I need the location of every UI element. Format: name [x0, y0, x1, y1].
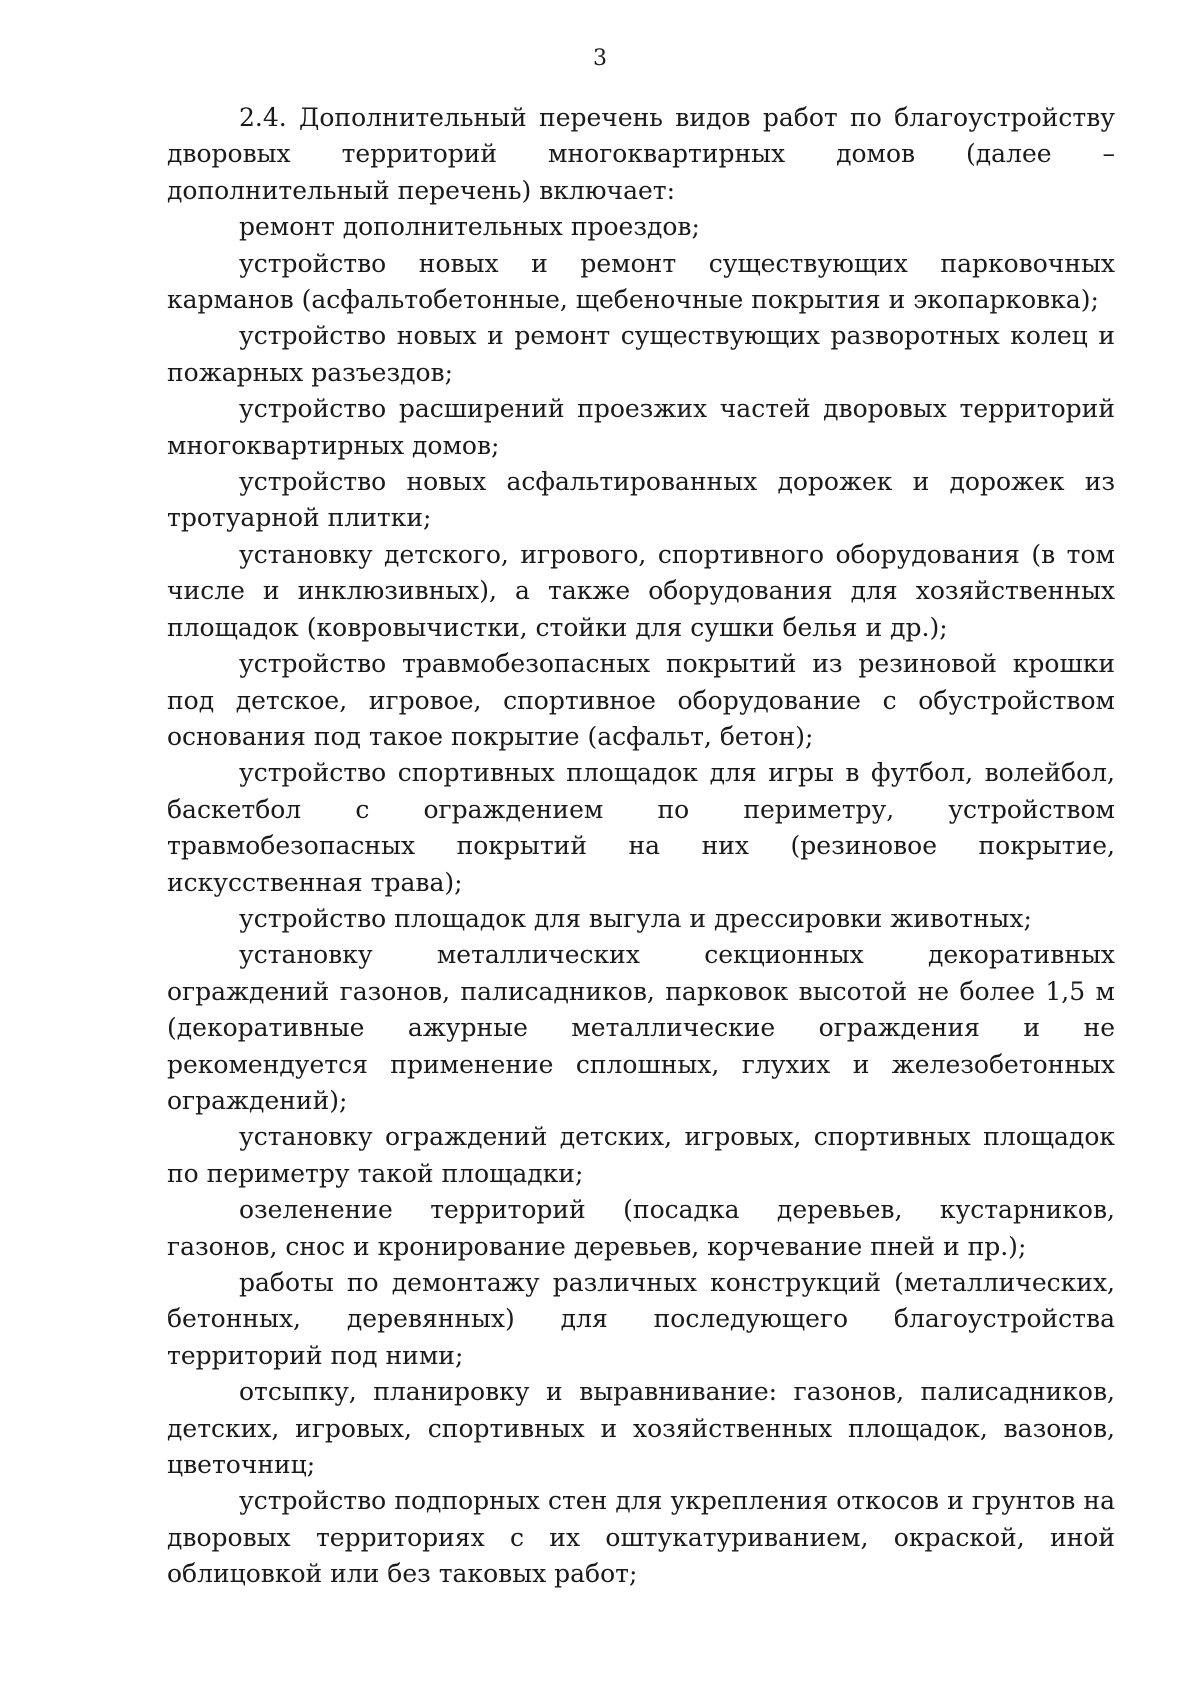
list-item-safety-surfacing: устройство травмобезопасных покрытий из резиновой крошки под детское, игровое, спортивное оборудование с обустройством основания под такое покрытие (асфальт, бетон);	[167, 649, 1115, 751]
page-number: 3	[593, 46, 607, 71]
list-item-parking-pockets: устройство новых и ремонт существующих парковочных карманов (асфальтобетонные, щебеночные покрытия и экопарковка);	[167, 248, 1115, 315]
list-item-playground-equipment: установку детского, игрового, спортивного оборудования (в том числе и инклюзивных), а также оборудования для хозяйственных площадок (ковровычистки, стойки для сушки белья и др.);	[167, 539, 1115, 642]
list-item-grading: отсыпку, планировку и выравнивание: газонов, палисадников, детских, игровых, спортивных и хозяйственных площадок, вазонов, цветочниц;	[167, 1377, 1115, 1480]
list-item-sports-grounds: устройство спортивных площадок для игры в футбол, волейбол, баскетбол с ограждением по периметру, устройством травмобезопасных покрытий на них (резиновое покрытие, искусственная трава);	[167, 758, 1115, 897]
list-item-turnaround-rings: устройство новых и ремонт существующих разворотных колец и пожарных разъездов;	[167, 321, 1115, 387]
list-item-dismantling: работы по демонтажу различных конструкций (металлических, бетонных, деревянных) для последующего благоустройства территорий под ними;	[167, 1268, 1115, 1370]
list-item-playground-fences: установку ограждений детских, игровых, спортивных площадок по периметру такой площадки;	[167, 1122, 1115, 1188]
document-body	[167, 100, 1115, 1593]
list-item-new-paths: устройство новых асфальтированных дорожек и дорожек из тротуарной плитки;	[167, 467, 1115, 533]
list-item-retaining-walls: устройство подпорных стен для укрепления откосов и грунтов на дворовых территориях с их оштукатуриванием, окраской, иной облицовкой или без таковых работ;	[167, 1486, 1115, 1589]
list-item-decorative-fences: установку металлических секционных декоративных ограждений газонов, палисадников, парковок высотой не более 1,5 м (декоративные ажурные металлические ограждения и не рекомендуется применение сплошных, глухих и железобетонных ограждений);	[167, 940, 1115, 1115]
list-item-additional-driveways: ремонт дополнительных проездов;	[239, 212, 700, 242]
list-item-carriageway-widening: устройство расширений проезжих частей дворовых территорий многоквартирных домов;	[167, 394, 1115, 460]
list-item-dog-areas: устройство площадок для выгула и дрессировки животных;	[239, 903, 1032, 933]
paragraph-section-2-4-intro: 2.4. Дополнительный перечень видов работ по благоустройству дворовых территорий многоквартирных домов (далее – дополнительный перечень) включает:	[167, 103, 1115, 205]
list-item-landscaping: озеленение территорий (посадка деревьев, кустарников, газонов, снос и кронирование деревьев, корчевание пней и пр.);	[167, 1195, 1115, 1261]
